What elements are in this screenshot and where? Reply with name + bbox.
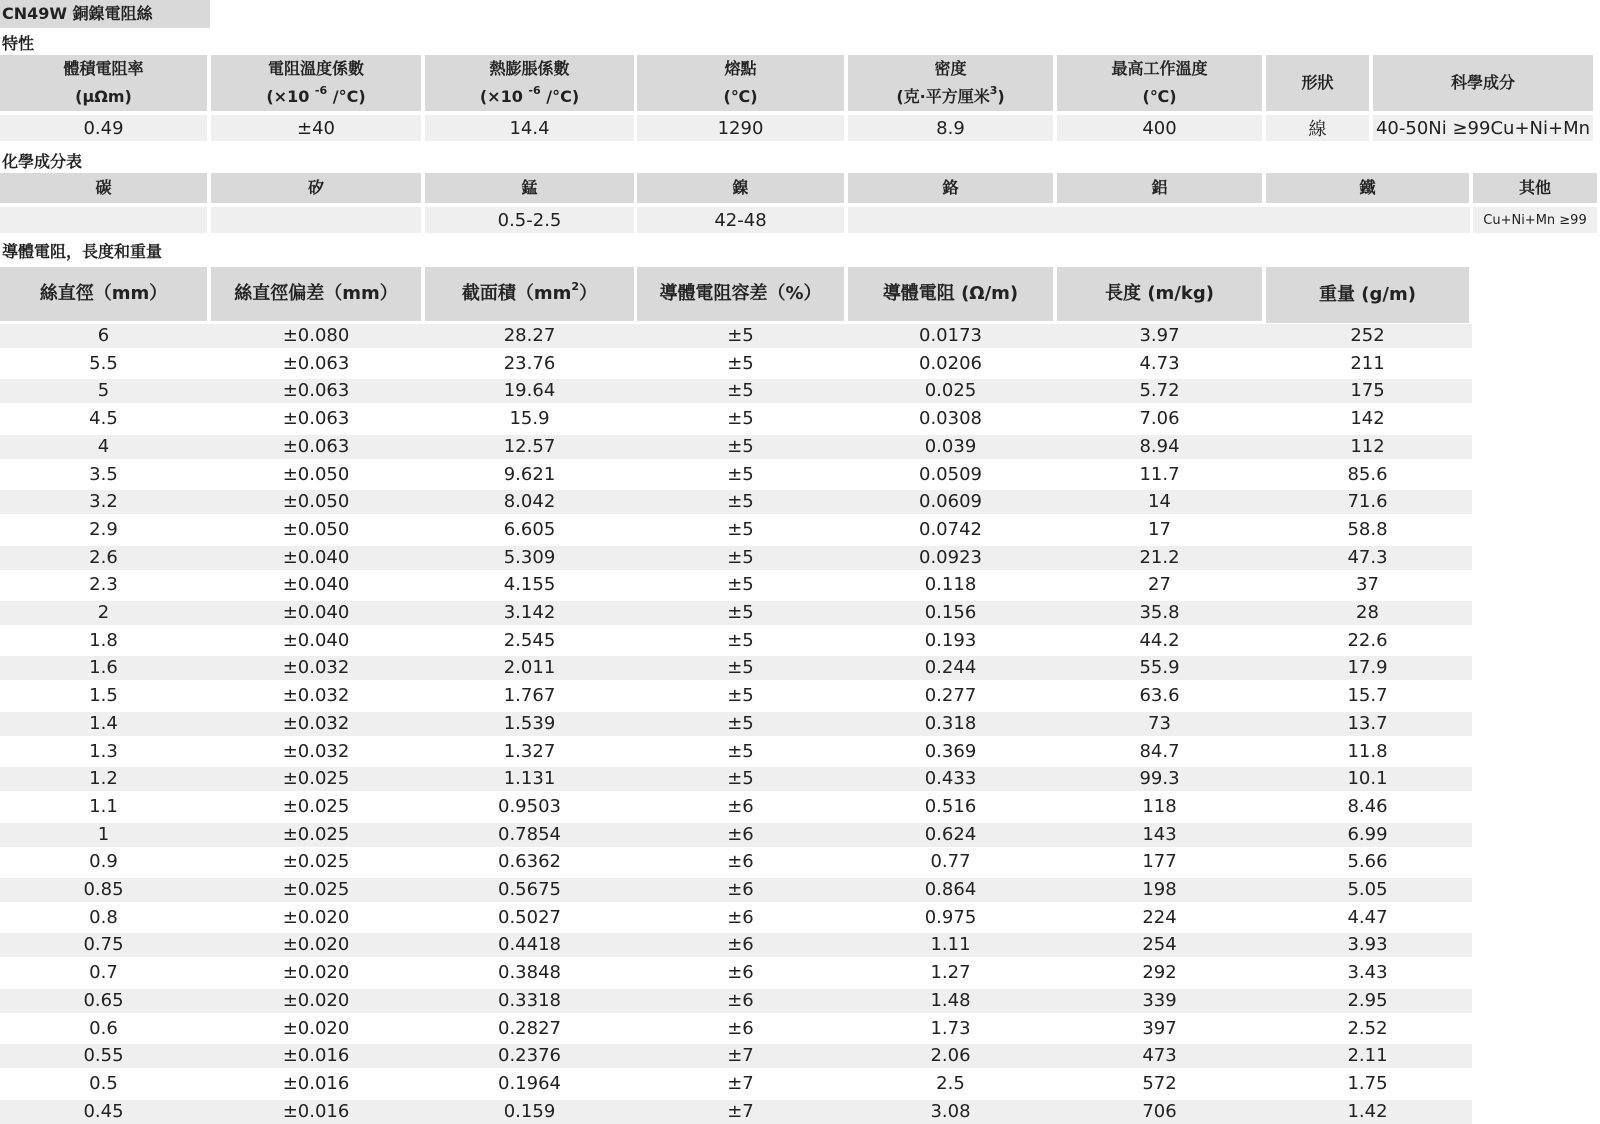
table-cell: 397: [1142, 1017, 1177, 1039]
table-cell: 0.4418: [498, 934, 561, 956]
table-cell: ±5: [727, 325, 754, 346]
table-cell: 3.142: [503, 602, 556, 623]
table-cell: ±0.040: [282, 546, 350, 568]
table-cell: 73: [1148, 712, 1171, 734]
table-cell: 71.6: [1347, 491, 1388, 513]
table-cell: 0.159: [503, 1100, 556, 1122]
resistance-header-cell: [211, 267, 421, 321]
table-cell: 17: [1148, 518, 1171, 540]
table-cell: 2.06: [930, 1045, 971, 1067]
table-cell: ±5: [727, 435, 754, 457]
table-cell: ±5: [727, 602, 754, 623]
table-cell: 177: [1142, 851, 1177, 873]
table-cell: 4.73: [1139, 352, 1180, 374]
table-cell: 6: [97, 325, 110, 346]
table-cell: 4.47: [1347, 906, 1388, 928]
table-cell: 1.4: [89, 712, 118, 734]
table-cell: 2.545: [503, 629, 556, 651]
table-cell: ±0.050: [282, 463, 350, 485]
chemistry-value-cell: Cu+Ni+Mn ≥99: [1473, 207, 1597, 233]
resistance-header-cell: [637, 267, 844, 321]
table-cell: 224: [1142, 906, 1177, 928]
table-cell: 0.0308: [919, 408, 982, 430]
table-cell: 14: [1148, 491, 1171, 513]
table-cell: 0.0923: [919, 546, 982, 568]
table-cell: ±0.040: [282, 574, 350, 596]
table-cell: 6.99: [1347, 823, 1388, 845]
table-cell: 473: [1142, 1045, 1177, 1067]
table-cell: 1.6: [89, 657, 118, 679]
header-unit: (克·平方厘米$^3$): [896, 83, 1005, 106]
table-cell: 4.5: [89, 408, 118, 430]
table-cell: ±5: [727, 712, 754, 734]
header-label: 導體電阻 (Ω/m): [882, 283, 1019, 304]
properties-value-cell: 0.49: [0, 115, 207, 141]
table-cell: 11.8: [1347, 740, 1388, 762]
table-cell: ±5: [727, 380, 754, 402]
table-cell: ±5: [727, 518, 754, 540]
table-cell: 0.0509: [919, 463, 982, 485]
table-cell: 15.7: [1347, 685, 1388, 707]
header-label: 長度 (m/kg): [1105, 283, 1214, 304]
table-cell: 13.7: [1347, 712, 1388, 734]
table-cell: 1.48: [930, 989, 971, 1011]
header-label: 絲直徑（mm）: [39, 283, 168, 304]
table-cell: ±0.025: [282, 823, 350, 845]
table-cell: ±0.020: [282, 906, 350, 928]
table-cell: 12.57: [503, 435, 556, 457]
section-chemistry-label: 化學成分表: [2, 152, 83, 171]
table-cell: 58.8: [1347, 518, 1388, 540]
table-cell: 0.85: [83, 879, 124, 900]
header-unit: (℃): [723, 87, 758, 106]
table-cell: 0.65: [83, 989, 124, 1011]
table-cell: 7.06: [1139, 408, 1180, 430]
page-title: CN49W 銅鎳電阻絲: [0, 0, 210, 28]
table-cell: 0.5027: [498, 906, 561, 928]
table-cell: ±6: [727, 962, 754, 984]
table-cell: 5.72: [1139, 380, 1180, 402]
table-cell: 19.64: [503, 380, 556, 402]
header-line: 電阻溫度係數: [267, 59, 364, 78]
section-properties-label: 特性: [2, 34, 35, 53]
chemistry-header-cell: 其他: [1473, 173, 1597, 203]
header-line: 形狀: [1301, 73, 1334, 92]
table-cell: ±0.050: [282, 491, 350, 513]
table-cell: 1.75: [1347, 1072, 1388, 1094]
table-cell: 211: [1350, 352, 1385, 374]
table-cell: 0.433: [924, 768, 977, 790]
table-cell: 1.73: [930, 1017, 971, 1039]
table-cell: 1.1: [89, 795, 118, 817]
chemistry-header-cell: 矽: [211, 173, 421, 203]
chemistry-header-cell: 鋁: [1057, 173, 1262, 203]
table-cell: ±6: [727, 823, 754, 845]
table-cell: 1.767: [503, 685, 556, 707]
table-cell: 198: [1142, 879, 1177, 900]
table-cell: 55.9: [1139, 657, 1180, 679]
table-cell: 84.7: [1139, 740, 1180, 762]
table-cell: 1.11: [930, 934, 971, 956]
table-cell: 118: [1142, 795, 1177, 817]
table-cell: ±6: [727, 1017, 754, 1039]
table-cell: 4: [97, 435, 110, 457]
table-cell: 252: [1350, 325, 1385, 346]
chemistry-header-cell: 鉻: [848, 173, 1053, 203]
header-unit: (×10 $^{-6}$ /°C): [479, 83, 580, 106]
chemistry-header-cell: 鎳: [637, 173, 844, 203]
header-unit: (μΩm): [75, 87, 132, 106]
table-cell: 1.27: [930, 962, 971, 984]
table-cell: ±6: [727, 989, 754, 1011]
header-unit: (℃): [1142, 87, 1177, 106]
table-cell: 254: [1142, 934, 1177, 956]
table-cell: 27: [1148, 574, 1171, 596]
table-cell: 8.94: [1139, 435, 1180, 457]
table-cell: 2.011: [503, 657, 556, 679]
table-cell: 5.5: [89, 352, 118, 374]
table-cell: 175: [1350, 380, 1385, 402]
table-cell: 5.309: [503, 546, 556, 568]
table-cell: ±0.080: [282, 325, 350, 346]
table-cell: 23.76: [503, 352, 556, 374]
table-cell: 0.9: [89, 851, 118, 873]
table-cell: 1: [97, 823, 110, 845]
table-cell: 0.0742: [919, 518, 982, 540]
properties-value-cell: 40-50Ni ≥99Cu+Ni+Mn: [1373, 115, 1593, 141]
table-cell: 47.3: [1347, 546, 1388, 568]
table-cell: 2.5: [936, 1072, 965, 1094]
table-cell: ±0.025: [282, 851, 350, 873]
table-cell: ±0.020: [282, 1017, 350, 1039]
table-cell: 10.1: [1347, 768, 1388, 790]
table-cell: 1.3: [89, 740, 118, 762]
table-cell: 0.864: [924, 879, 977, 900]
table-cell: 2: [97, 602, 110, 623]
section-resistance-label: 導體電阻，長度和重量: [2, 242, 163, 261]
resistance-header-cell: [425, 267, 634, 321]
table-cell: ±5: [727, 546, 754, 568]
table-cell: ±0.050: [282, 518, 350, 540]
table-cell: 4.155: [503, 574, 556, 596]
table-cell: ±7: [727, 1072, 754, 1094]
table-cell: 0.75: [83, 934, 124, 956]
header-line: 最高工作溫度: [1111, 59, 1208, 78]
header-line: 體積電阻率: [63, 59, 144, 78]
properties-header-cell: [0, 55, 207, 111]
table-cell: ±0.016: [282, 1072, 350, 1094]
table-cell: 6.605: [503, 518, 556, 540]
header-unit: (×10 $^{-6}$ /°C): [266, 83, 366, 106]
table-cell: 0.1964: [498, 1072, 561, 1094]
table-cell: ±5: [727, 574, 754, 596]
table-cell: ±5: [727, 463, 754, 485]
table-cell: ±0.025: [282, 768, 350, 790]
properties-header-cell: [1266, 55, 1369, 111]
table-cell: 0.2827: [498, 1017, 561, 1039]
table-cell: 0.3848: [498, 962, 561, 984]
table-cell: ±5: [727, 352, 754, 374]
table-cell: ±5: [727, 768, 754, 790]
table-cell: ±6: [727, 906, 754, 928]
table-cell: 1.2: [89, 768, 118, 790]
table-cell: 0.3318: [498, 989, 561, 1011]
chemistry-header-cell: 碳: [0, 173, 207, 203]
header-label: 截面積$(mm^2)$: [461, 280, 598, 304]
table-cell: ±0.063: [282, 380, 350, 402]
chemistry-header-cell: 鐵: [1266, 173, 1469, 203]
chemistry-value-cell: [0, 207, 207, 233]
table-cell: 0.118: [924, 574, 977, 596]
table-cell: ±0.025: [282, 879, 350, 900]
table-cell: 0.45: [83, 1100, 124, 1122]
table-cell: 2.6: [89, 546, 118, 568]
table-cell: ±0.020: [282, 934, 350, 956]
table-cell: 0.7: [89, 962, 118, 984]
table-cell: 21.2: [1139, 546, 1180, 568]
table-cell: ±7: [727, 1100, 754, 1122]
table-cell: 2.11: [1347, 1045, 1388, 1067]
table-cell: 15.9: [509, 408, 550, 430]
table-cell: 5: [97, 380, 110, 402]
table-cell: ±0.016: [282, 1100, 350, 1122]
table-cell: 2.95: [1347, 989, 1388, 1011]
table-cell: 0.5675: [498, 879, 561, 900]
resistance-header-cell: [0, 267, 207, 321]
table-cell: 8.46: [1347, 795, 1388, 817]
properties-value-cell: 1290: [637, 115, 844, 141]
table-cell: 35.8: [1139, 602, 1180, 623]
table-cell: ±0.032: [282, 712, 350, 734]
table-cell: ±5: [727, 491, 754, 513]
table-cell: ±0.063: [282, 435, 350, 457]
table-cell: 0.516: [924, 795, 977, 817]
table-cell: 0.8: [89, 906, 118, 928]
table-cell: 0.039: [924, 435, 977, 457]
table-cell: 0.7854: [498, 823, 561, 845]
properties-value-cell: ±40: [211, 115, 421, 141]
table-cell: 0.624: [924, 823, 977, 845]
table-cell: 1.5: [89, 685, 118, 707]
table-cell: 3.08: [930, 1100, 971, 1122]
table-cell: ±0.063: [282, 408, 350, 430]
chemistry-value-cell: 0.5-2.5: [425, 207, 634, 233]
table-cell: 0.5: [89, 1072, 118, 1094]
table-cell: 85.6: [1347, 463, 1388, 485]
table-cell: 0.2376: [498, 1045, 561, 1067]
table-cell: 9.621: [503, 463, 556, 485]
table-cell: ±5: [727, 740, 754, 762]
table-cell: 0.193: [924, 629, 977, 651]
table-cell: ±0.040: [282, 602, 350, 623]
table-cell: 17.9: [1347, 657, 1388, 679]
table-cell: 22.6: [1347, 629, 1388, 651]
table-cell: 0.6362: [498, 851, 561, 873]
table-cell: 1.131: [503, 768, 556, 790]
table-cell: 1.327: [503, 740, 556, 762]
header-label: 絲直徑偏差（mm）: [234, 283, 398, 304]
table-cell: ±6: [727, 879, 754, 900]
resistance-header-cell: [1057, 267, 1262, 321]
table-cell: ±5: [727, 629, 754, 651]
table-cell: ±0.016: [282, 1045, 350, 1067]
chemistry-value-cell: 42-48: [637, 207, 844, 233]
table-cell: 2.9: [89, 518, 118, 540]
table-cell: 2.52: [1347, 1017, 1388, 1039]
table-cell: 0.0173: [919, 325, 982, 346]
table-cell: 28.27: [503, 325, 556, 346]
table-cell: ±5: [727, 408, 754, 430]
table-cell: 37: [1356, 574, 1379, 596]
header-line: 熔點: [724, 59, 757, 78]
table-cell: 5.05: [1347, 879, 1388, 900]
chemistry-header-cell: 錳: [425, 173, 634, 203]
table-cell: 3.43: [1347, 962, 1388, 984]
table-cell: ±0.040: [282, 629, 350, 651]
table-cell: ±0.032: [282, 740, 350, 762]
table-cell: ±0.020: [282, 962, 350, 984]
header-line: 科學成分: [1450, 73, 1515, 92]
header-line: 密度: [934, 59, 967, 78]
table-cell: ±6: [727, 934, 754, 956]
table-cell: ±0.063: [282, 352, 350, 374]
header-label: 重量 (g/m): [1319, 284, 1416, 305]
table-cell: ±0.032: [282, 657, 350, 679]
table-cell: 3.93: [1347, 934, 1388, 956]
table-cell: 0.975: [924, 906, 977, 928]
table-cell: 1.42: [1347, 1100, 1388, 1122]
resistance-header-cell: [848, 267, 1053, 321]
table-cell: 0.0609: [919, 491, 982, 513]
properties-header-cell: [425, 55, 634, 111]
table-cell: 0.77: [930, 851, 971, 873]
table-cell: ±6: [727, 851, 754, 873]
table-cell: 572: [1142, 1072, 1177, 1094]
properties-value-cell: 線: [1266, 115, 1369, 141]
header-line: 熱膨脹係數: [489, 59, 570, 78]
table-cell: 706: [1142, 1100, 1177, 1122]
table-cell: ±7: [727, 1045, 754, 1067]
table-cell: 8.042: [503, 491, 556, 513]
table-cell: ±0.020: [282, 989, 350, 1011]
table-cell: 112: [1350, 435, 1385, 457]
properties-header-cell: [637, 55, 844, 111]
properties-header-cell: [211, 55, 421, 111]
table-cell: 339: [1142, 989, 1177, 1011]
table-cell: 0.369: [924, 740, 977, 762]
table-cell: 0.6: [89, 1017, 118, 1039]
table-cell: ±5: [727, 685, 754, 707]
table-cell: 63.6: [1139, 685, 1180, 707]
properties-value-cell: 14.4: [425, 115, 634, 141]
table-cell: 0.318: [924, 712, 977, 734]
table-cell: 28: [1356, 602, 1379, 623]
table-cell: ±5: [727, 657, 754, 679]
properties-header-cell: [1373, 55, 1593, 111]
table-cell: 3.5: [89, 463, 118, 485]
table-cell: 0.277: [924, 685, 977, 707]
table-cell: ±0.025: [282, 795, 350, 817]
table-cell: 0.156: [924, 602, 977, 623]
table-cell: ±6: [727, 795, 754, 817]
table-cell: 142: [1350, 408, 1385, 430]
table-cell: 143: [1142, 823, 1177, 845]
table-cell: 1.8: [89, 629, 118, 651]
table-cell: 0.025: [924, 380, 977, 402]
table-cell: 2.3: [89, 574, 118, 596]
table-cell: ±0.032: [282, 685, 350, 707]
table-cell: 0.9503: [498, 795, 561, 817]
properties-value-cell: 400: [1057, 115, 1262, 141]
properties-value-cell: 8.9: [848, 115, 1053, 141]
table-cell: 5.66: [1347, 851, 1388, 873]
table-cell: 3.97: [1139, 325, 1180, 346]
table-cell: 292: [1142, 962, 1177, 984]
table-cell: 0.55: [83, 1045, 124, 1067]
properties-header-cell: [1057, 55, 1262, 111]
properties-header-cell: [848, 55, 1053, 111]
resistance-header-cell: [1266, 267, 1469, 323]
table-cell: 99.3: [1139, 768, 1180, 790]
table-cell: 11.7: [1139, 463, 1180, 485]
chemistry-value-cell: [211, 207, 421, 233]
table-cell: 0.0206: [919, 352, 982, 374]
table-cell: 0.244: [924, 657, 977, 679]
table-cell: 44.2: [1139, 629, 1180, 651]
chemistry-value-cell: [848, 207, 1470, 233]
table-cell: 3.2: [89, 491, 118, 513]
table-cell: 1.539: [503, 712, 556, 734]
header-label: 導體電阻容差（%）: [659, 283, 822, 304]
